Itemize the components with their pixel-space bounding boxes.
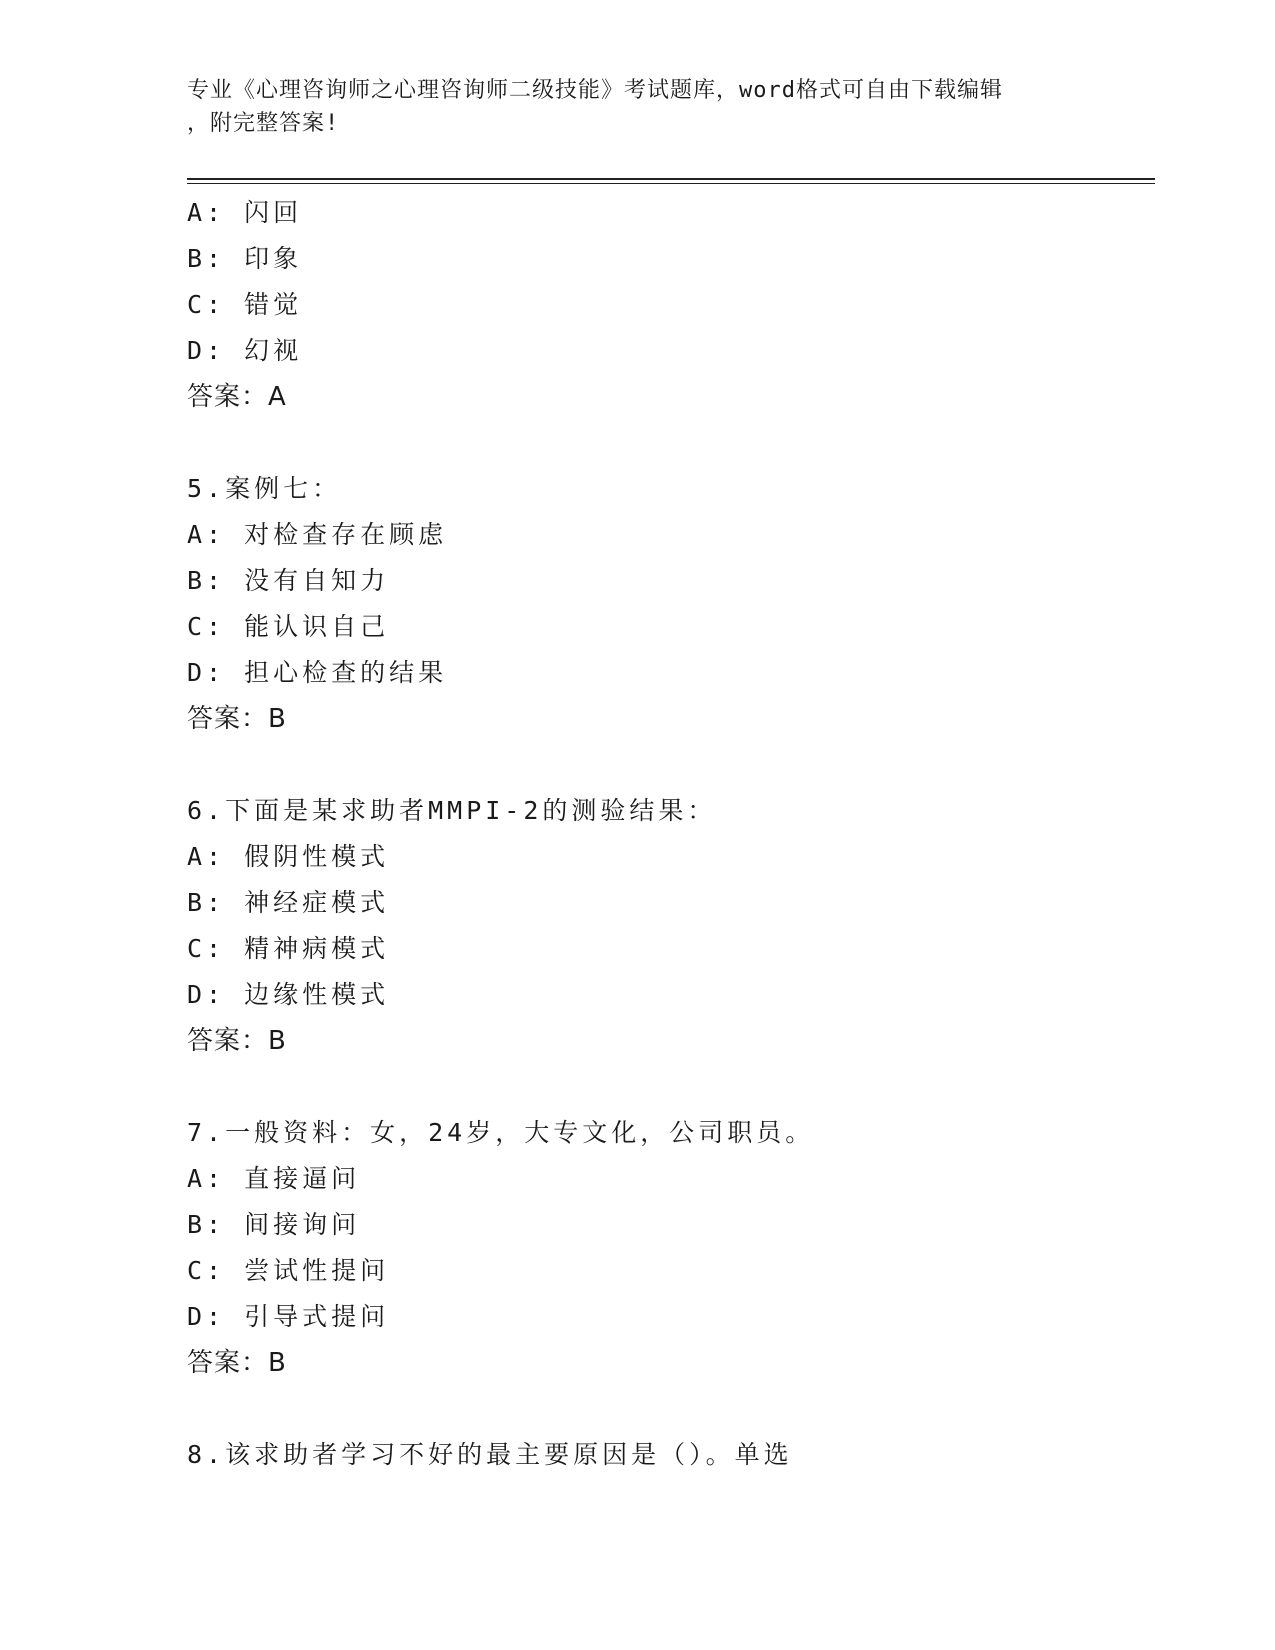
document-header — [187, 74, 1087, 140]
header-title-line-2: ，附完整答案! — [187, 111, 340, 136]
question-4-option-d: D: 幻视 — [187, 336, 303, 365]
question-6-answer: 答案：B — [187, 1026, 287, 1056]
question-list — [187, 190, 1155, 1478]
question-5-stem: 5.案例七： — [187, 474, 342, 503]
question-6-option-a: A: 假阴性模式 — [187, 842, 390, 871]
question-7-stem: 7.一般资料：女，24岁，大专文化，公司职员。 — [187, 1118, 815, 1147]
question-5-option-d: D: 担心检查的结果 — [187, 658, 448, 687]
header-title-line-1: 专业《心理咨询师之心理咨询师二级技能》考试题库，word格式可自由下载编辑 — [187, 78, 1003, 103]
question-7-option-b: B: 间接询问 — [187, 1210, 361, 1239]
spacer — [187, 420, 1155, 466]
question-8-stem: 8.该求助者学习不好的最主要原因是（）。单选 — [187, 1440, 793, 1469]
question-5-option-c: C: 能认识自己 — [187, 612, 390, 641]
question-6-option-c: C: 精神病模式 — [187, 934, 390, 963]
spacer — [187, 742, 1155, 788]
question-6-stem: 6.下面是某求助者MMPI-2的测验结果： — [187, 796, 717, 825]
spacer — [187, 1386, 1155, 1432]
header-rule-thick — [187, 178, 1155, 180]
question-5-block — [187, 466, 1155, 742]
header-rule-thin — [187, 183, 1155, 184]
question-5-answer: 答案：B — [187, 704, 287, 734]
question-7-option-a: A: 直接逼问 — [187, 1164, 361, 1193]
spacer — [187, 1064, 1155, 1110]
question-7-block — [187, 1110, 1155, 1386]
question-5-option-b: B: 没有自知力 — [187, 566, 390, 595]
question-4-answer: 答案：A — [187, 382, 287, 412]
question-7-option-c: C: 尝试性提问 — [187, 1256, 390, 1285]
question-6-option-d: D: 边缘性模式 — [187, 980, 390, 1009]
question-7-answer: 答案：B — [187, 1348, 287, 1378]
question-5-option-a: A: 对检查存在顾虑 — [187, 520, 448, 549]
question-4-block — [187, 190, 1155, 420]
question-6-option-b: B: 神经症模式 — [187, 888, 390, 917]
question-8-block — [187, 1432, 1155, 1478]
question-4-option-a: A: 闪回 — [187, 198, 303, 227]
question-4-option-b: B: 印象 — [187, 244, 303, 273]
question-7-option-d: D: 引导式提问 — [187, 1302, 390, 1331]
question-4-option-c: C: 错觉 — [187, 290, 303, 319]
question-6-block — [187, 788, 1155, 1064]
